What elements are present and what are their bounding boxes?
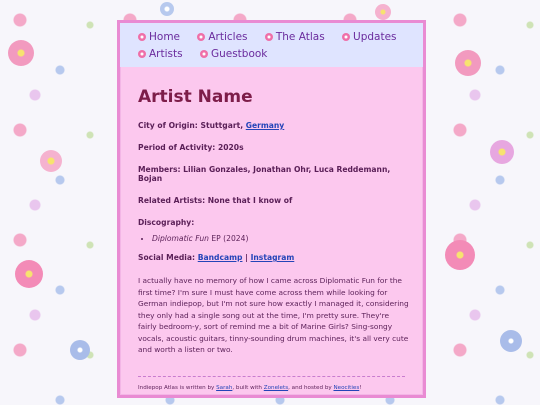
neocities-link[interactable]: Neocities xyxy=(333,384,360,391)
flower-icon xyxy=(342,33,350,41)
footer-text: , and hosted by xyxy=(288,384,332,391)
artist-description: I actually have no memory of how I came across Diplomatic Fun for the first time? I'm sure I must have come across them while looking for German indiepop, but I'm not sure how exactly I managed it, considering they only had a single song out at the time, I'm pretty sure. They're fairly bedroom-y, sort of remind me a bit of Marine Girls? Sing-songy vocals, acoustic guitars, tinny-sounding drum machines, it's all very cute and worth a listen or two. xyxy=(138,276,409,354)
artist-content xyxy=(120,67,423,391)
nav-label: Guestbook xyxy=(210,48,268,60)
flower-decoration xyxy=(455,50,481,76)
social-label: Social Media: xyxy=(138,253,196,262)
origin-link[interactable]: Germany xyxy=(245,121,285,130)
flower-icon xyxy=(138,50,146,58)
flower-decoration xyxy=(70,340,90,360)
page-title: Artist Name xyxy=(138,87,253,107)
flower-decoration xyxy=(375,4,391,20)
flower-icon xyxy=(138,33,146,41)
discography-list xyxy=(138,234,409,243)
flower-decoration xyxy=(40,150,62,172)
footer-text: Indiepop Atlas is written by xyxy=(138,384,215,391)
nav-guestbook[interactable] xyxy=(200,46,267,63)
sarah-link[interactable]: Sarah xyxy=(216,384,233,391)
nav-the-atlas[interactable] xyxy=(265,29,325,46)
flower-decoration xyxy=(15,260,43,288)
nav-label: Articles xyxy=(208,31,248,43)
zonelets-link[interactable]: Zonelets xyxy=(263,384,289,391)
discography-label: Discography: xyxy=(138,218,195,227)
nav-label: Updates xyxy=(353,31,397,43)
top-navigation xyxy=(120,23,423,67)
social-media-row xyxy=(138,253,409,262)
separator: | xyxy=(245,253,248,262)
nav-updates[interactable] xyxy=(342,29,397,46)
footer xyxy=(138,377,409,391)
nav-artists[interactable] xyxy=(138,46,183,63)
footer-text: ! xyxy=(359,384,362,391)
release-title: Diplomatic Fun xyxy=(152,234,209,243)
flower-icon xyxy=(200,50,208,58)
footer-text: , built with xyxy=(232,384,262,391)
list-item xyxy=(152,234,409,243)
flower-decoration xyxy=(500,330,522,352)
nav-label: The Atlas xyxy=(275,31,325,43)
flower-decoration xyxy=(160,2,174,16)
flower-decoration xyxy=(8,40,34,66)
main-card xyxy=(117,20,426,398)
nav-articles[interactable] xyxy=(197,29,247,46)
nav-label: Home xyxy=(149,31,181,43)
related-row: Related Artists: None that I know of xyxy=(138,196,293,205)
origin-label: City of Origin: Stuttgart, xyxy=(138,121,244,130)
members-row: Members: Lilian Gonzales, Jonathan Ohr, Luca Reddemann, Bojan xyxy=(138,165,391,183)
instagram-link[interactable]: Instagram xyxy=(250,253,295,262)
flower-icon xyxy=(197,33,205,41)
flower-decoration xyxy=(445,240,475,270)
flower-icon xyxy=(265,33,273,41)
origin-row xyxy=(138,121,409,130)
period-row: Period of Activity: 2020s xyxy=(138,143,244,152)
release-info: EP (2024) xyxy=(208,234,249,243)
bandcamp-link[interactable]: Bandcamp xyxy=(197,253,243,262)
flower-decoration xyxy=(490,140,514,164)
nav-home[interactable] xyxy=(138,29,180,46)
nav-label: Artists xyxy=(149,48,183,60)
